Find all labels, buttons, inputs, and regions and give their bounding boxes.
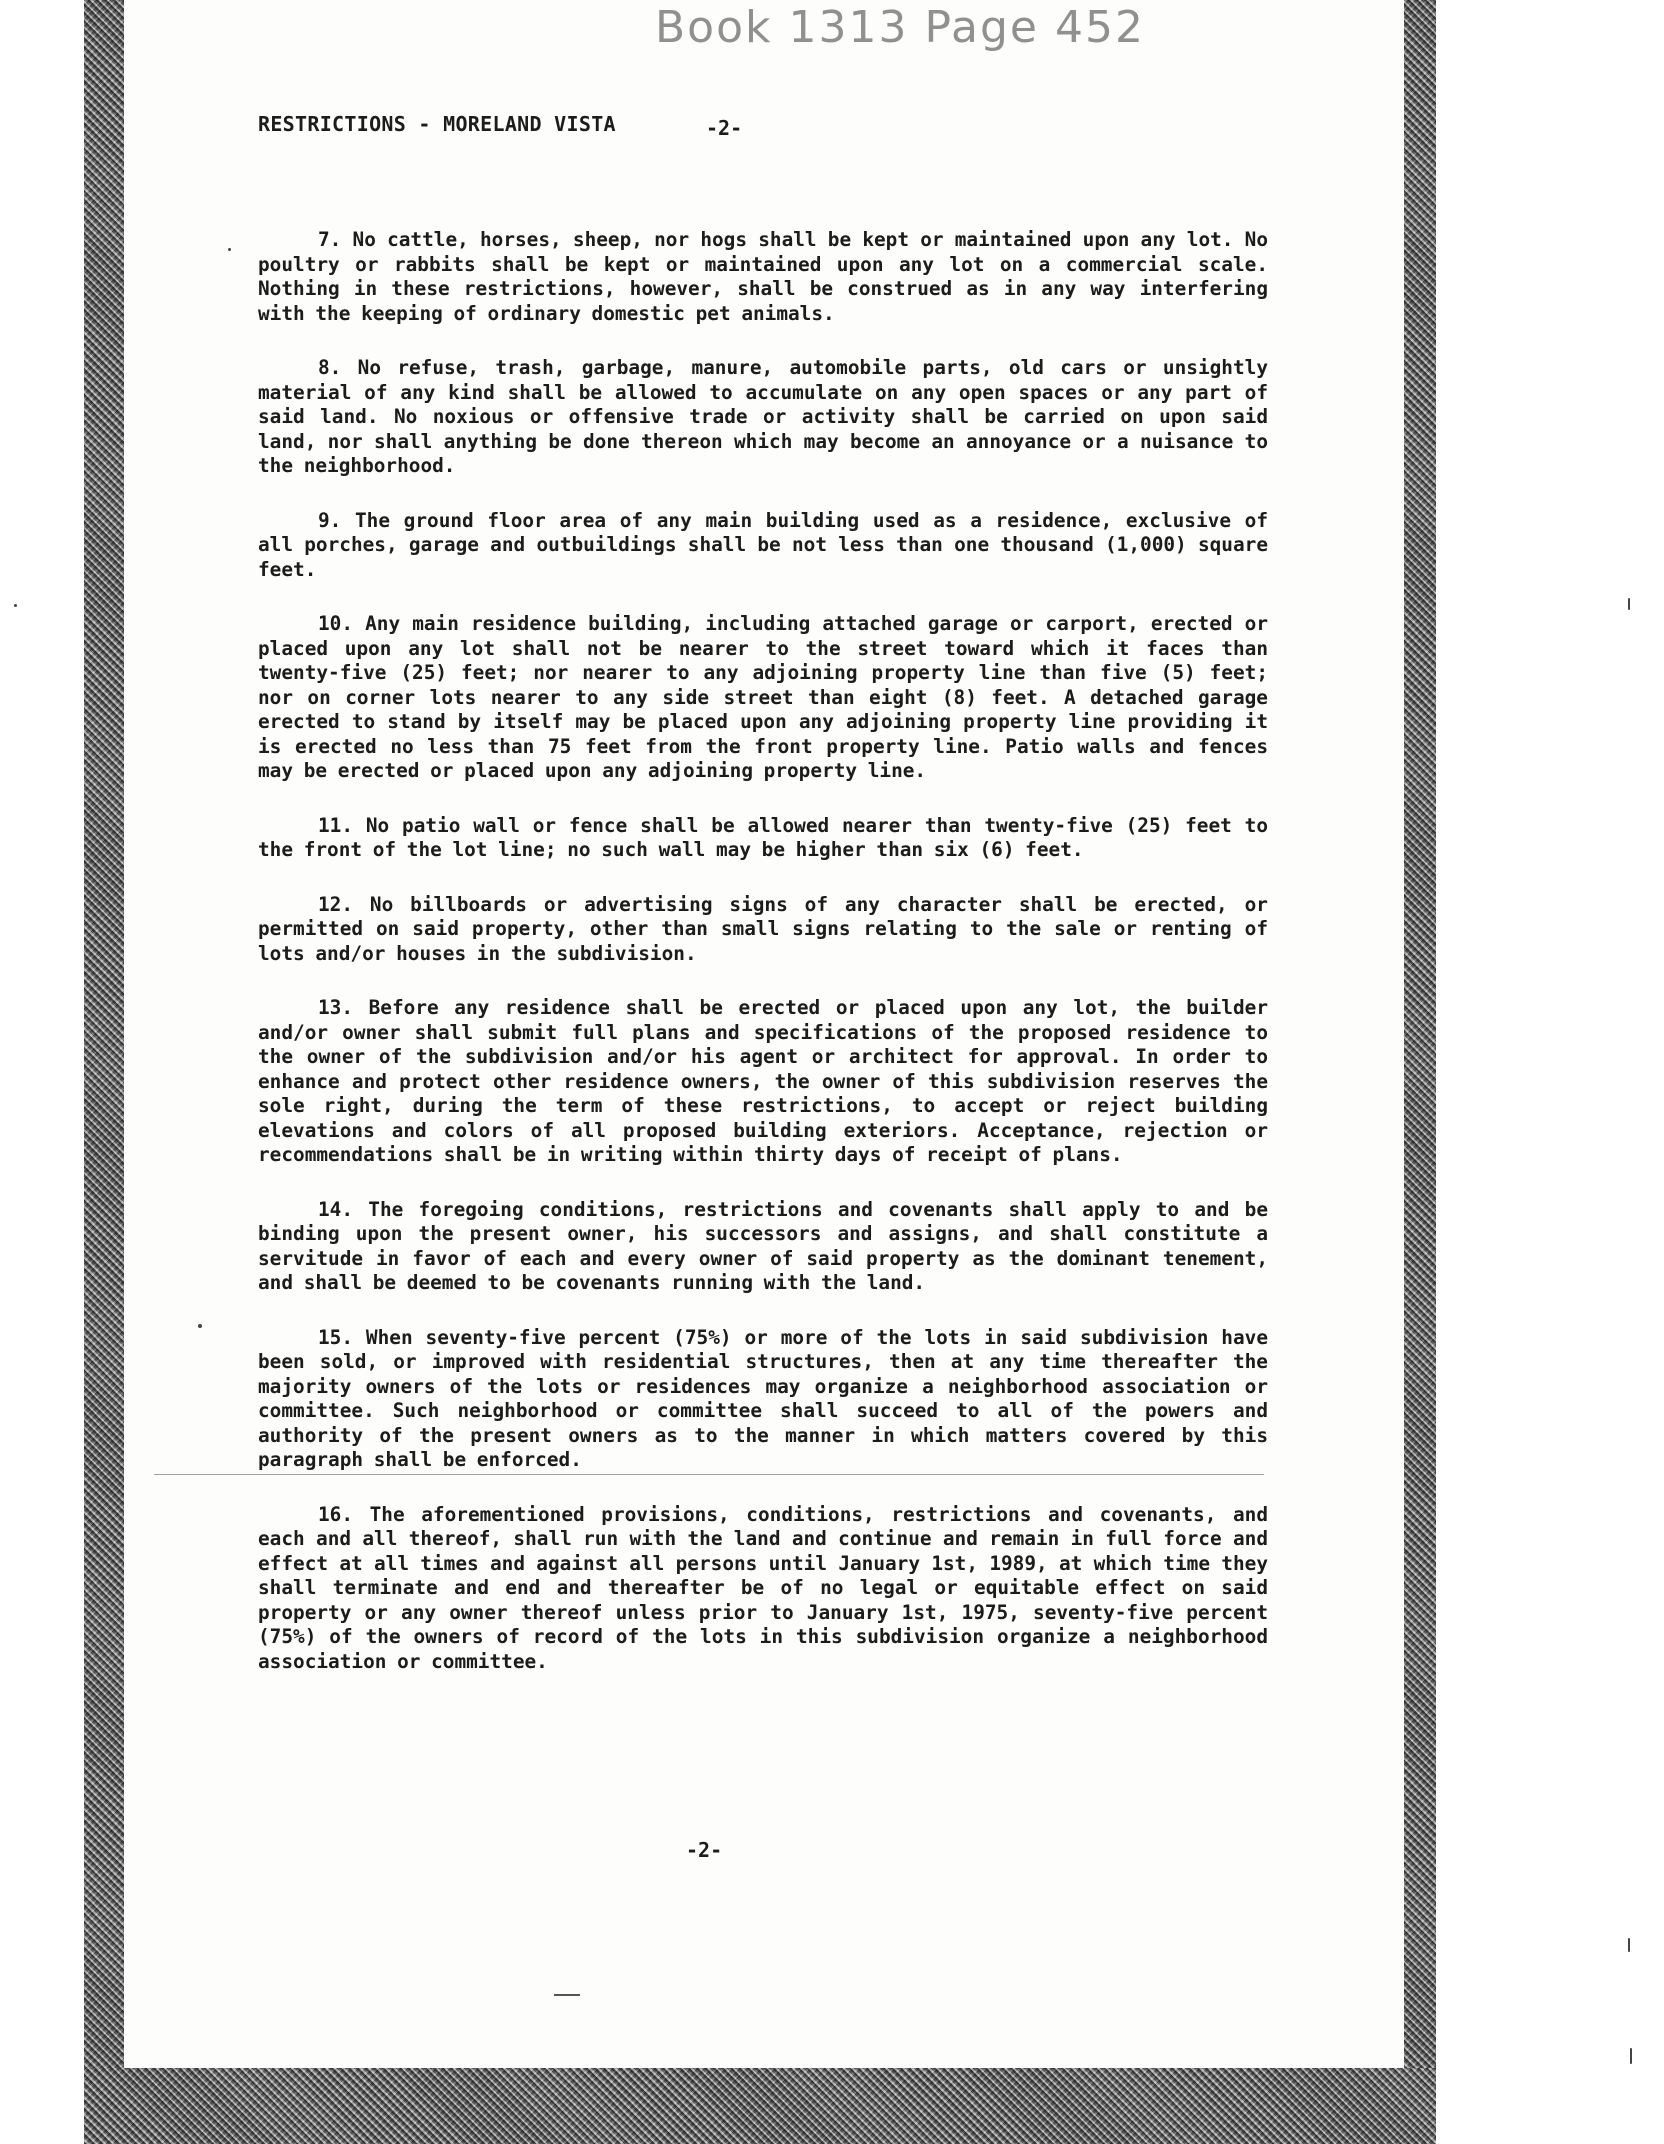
paragraph-14: 14. The foregoing conditions, restrictions and covenants shall apply to and be binding upon the present owner, his successors and assigns, and shall constitute a servitude in favor of each and every owner of said property as the dominant tenement, and shall be deemed to be covenants running with the land. <box>258 1197 1268 1294</box>
document-body <box>258 228 1268 1704</box>
page-header-title: RESTRICTIONS - MORELAND VISTA <box>258 112 616 136</box>
dash-mark <box>554 1994 580 1996</box>
paragraph-7: 7. No cattle, horses, sheep, nor hogs shall be kept or maintained upon any lot. No poultry or rabbits shall be kept or maintained upon any lot on a commercial scale. Nothing in these restrictions, however, shall be construed as in any way interfering with the keeping of ordinary domestic pet animals. <box>258 228 1268 325</box>
paragraph-9: 9. The ground floor area of any main building used as a residence, exclusive of all porches, garage and outbuildings shall be not less than one thousand (1,000) square feet. <box>258 508 1268 581</box>
page-footer-number: -2- <box>686 1838 723 1862</box>
page-header-number: -2- <box>706 116 743 140</box>
paragraph-11: 11. No patio wall or fence shall be allowed nearer than twenty-five (25) feet to the front of the lot line; no such wall may be higher than six (6) feet. <box>258 813 1268 861</box>
paragraph-12: 12. No billboards or advertising signs of any character shall be erected, or permitted on said property, other than small signs relating to the sale or renting of lots and/or houses in the subdivision. <box>258 892 1268 965</box>
scan-speck <box>1628 1938 1630 1952</box>
scan-right-edge <box>1404 0 1436 2144</box>
paragraph-13: 13. Before any residence shall be erected or placed upon any lot, the builder and/or owner shall submit full plans and specifications of the proposed residence to the owner of the subdivision and/or his agent or architect for approval. In order to enhance and protect other residence owners, the owner of this subdivision reserves the sole right, during the term of these restrictions, to accept or reject building elevations and colors of all proposed building exteriors. Acceptance, rejection or recommendations shall be in writing within thirty days of receipt of plans. <box>258 996 1268 1166</box>
scan-speck <box>228 248 231 251</box>
scan-left-edge <box>84 0 124 2144</box>
book-page-stamp: Book 1313 Page 452 <box>655 2 1145 53</box>
scan-speck <box>1630 2048 1632 2064</box>
scan-bottom-edge <box>84 2068 1436 2144</box>
paragraph-16: 16. The aforementioned provisions, conditions, restrictions and covenants, and each and all thereof, shall run with the land and continue and remain in full force and effect at all times and against all persons until January 1st, 1989, at which time they shall terminate and end and thereafter be of no legal or equitable effect on said property or any owner thereof unless prior to January 1st, 1975, seventy-five percent (75%) of the owners of record of the lots in this subdivision organize a neighborhood association or committee. <box>258 1502 1268 1673</box>
strike-rule-line <box>154 1474 1264 1475</box>
paragraph-15: 15. When seventy-five percent (75%) or more of the lots in said subdivision have been sold, or improved with residential structures, then at any time thereafter the majority owners of the lots or residences may organize a neighborhood association or committee. Such neighborhood or committee shall succeed to all of the powers and authority of the present owners as to the manner in which matters covered by this paragraph shall be enforced. <box>258 1325 1268 1471</box>
scan-speck <box>14 604 17 607</box>
scan-speck <box>198 1324 202 1328</box>
paragraph-10: 10. Any main residence building, including attached garage or carport, erected or placed upon any lot shall not be nearer to the street toward which it faces than twenty-five (25) feet; nor nearer to any adjoining property line than five (5) feet; nor on corner lots nearer to any side street than eight (8) feet. A detached garage erected to stand by itself may be placed upon any adjoining property line providing it is erected no less than 75 feet from the front property line. Patio walls and fences may be erected or placed upon any adjoining property line. <box>258 612 1268 782</box>
paragraph-8: 8. No refuse, trash, garbage, manure, automobile parts, old cars or unsightly material of any kind shall be allowed to accumulate on any open spaces or any part of said land. No noxious or offensive trade or activity shall be carried on upon said land, nor shall anything be done thereon which may become an annoyance or a nuisance to the neighborhood. <box>258 356 1268 477</box>
scan-speck <box>1628 598 1630 610</box>
